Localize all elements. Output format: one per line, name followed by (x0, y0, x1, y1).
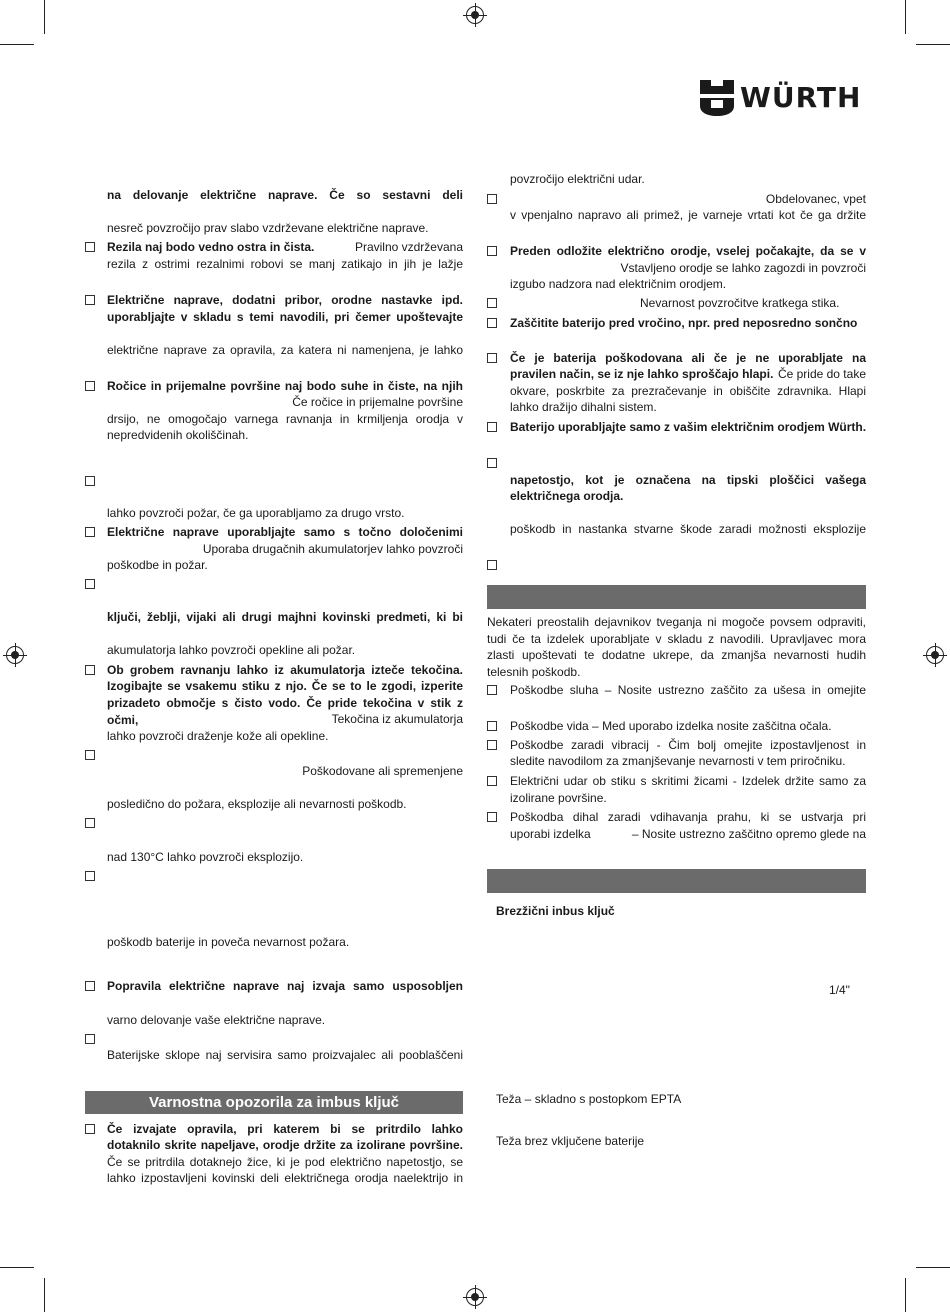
crop-mark (916, 1267, 950, 1268)
text-line-bold: Električne naprave uporabljajte samo s točno določenimi (107, 525, 463, 539)
bullet-box-icon (85, 665, 95, 675)
text-line: Uporaba drugačnih akumulatorjev lahko povzroči (202, 542, 463, 556)
text-line: na delovanje električne naprave. Če so sestavni deli (107, 188, 463, 202)
registration-mark-icon (926, 646, 944, 664)
bullet-box-icon (487, 194, 497, 204)
text-line: Nevarnost povzročitve kratkega stika. (640, 296, 840, 310)
text-line: poškodb baterije in poveča nevarnost požara. (107, 935, 350, 949)
text-line: poškodb in nastanka stvarne škode zaradi možnosti eksplozije (510, 522, 866, 536)
text-line: Teža brez vključene baterije (496, 1134, 645, 1148)
crop-mark (0, 1267, 34, 1268)
text-line: drsijo, ne omogočajo varnega ravnanja in krmiljenja orodja v (107, 412, 463, 426)
text-line-bold: Brezžični inbus ključ (496, 904, 615, 918)
text-line-bold: Ob grobem ravnanju lahko iz akumulatorja izteče tekočina. (107, 663, 463, 677)
crop-mark (0, 44, 34, 45)
crop-mark (44, 0, 45, 34)
crop-mark (905, 0, 906, 34)
text-value: 1/4" (829, 983, 850, 997)
bullet-box-icon (85, 579, 95, 589)
bullet-box-icon (85, 476, 95, 486)
bullet-box-icon (85, 1034, 95, 1044)
wurth-logo-mark-icon (700, 80, 734, 116)
crop-mark (44, 1278, 45, 1312)
bullet-box-icon (487, 721, 497, 731)
section-header: Varnostna opozorila za imbus ključ (85, 1091, 463, 1114)
bullet-box-icon (85, 242, 95, 252)
bullet-box-icon (487, 298, 497, 308)
text-line: izolirane površine. (510, 791, 607, 805)
text-line: Poškodbe vida – Med uporabo izdelka nosite zaščitna očala. (510, 719, 832, 733)
registration-mark-icon (466, 6, 484, 24)
text-line: – Nosite ustrezno zaščitno opremo glede na (631, 827, 866, 841)
text-line-bold: Popravila električne naprave naj izvaja samo usposobljen (107, 979, 463, 993)
text-line: Poškodbe sluha – Nosite ustrezno zaščito za ušesa in omejite (510, 683, 866, 697)
text-line: Teža – skladno s postopkom EPTA (496, 1092, 682, 1106)
text-line: Če pride do take (777, 367, 866, 381)
text-line: Če se pritrdila dotaknejo žice, ki je pod električno napetostjo, se (107, 1155, 463, 1169)
bullet-box-icon (85, 295, 95, 305)
text-line: Če ročice in prijemalne površine (292, 395, 463, 409)
bullet-box-icon (85, 750, 95, 760)
bullet-box-icon (487, 685, 497, 695)
text-line: posledično do požara, eksplozije ali nevarnosti poškodb. (107, 797, 407, 811)
bullet-box-icon (487, 246, 497, 256)
text-line: sledite navodilom za zmanjševanje nevarnosti v tem priročniku. (510, 754, 846, 768)
text-line: električne naprave za opravila, za katera ni namenjena, je lahko (107, 343, 463, 357)
bullet-box-icon (85, 981, 95, 991)
bullet-box-icon (487, 353, 497, 363)
text-line-bold: Izogibajte se vsakemu stiku z njo. Če se to le zgodi, izperite (107, 679, 463, 693)
text-line: akumulatorja lahko povzroči opekline ali požar. (107, 643, 356, 657)
text-line: tudi če ta izdelek uporabljate v skladu z navodili. Upravljavec mora (487, 632, 866, 646)
text-line: lahko izpostavljeni kovinski deli električnega orodja naelektrijo in (107, 1171, 463, 1185)
text-line: Električni udar ob stiku s skritimi žicami - Izdelek držite samo za (510, 774, 866, 788)
text-line: Pravilno vzdrževana (354, 240, 463, 254)
text-line: izgubo nadzora nad električnim orodjem. (510, 277, 727, 291)
crop-mark (905, 1278, 906, 1312)
text-line-bold: dotaknilo skrite napeljave, orodje držite za izolirane površine. (107, 1138, 463, 1152)
text-line-bold: Električne naprave, dodatni pribor, orodne nastavke ipd. (107, 293, 463, 307)
text-line: Baterijske sklope naj servisira samo proizvajalec ali pooblaščeni (107, 1048, 463, 1062)
bullet-box-icon (487, 422, 497, 432)
text-line: povzročijo električni udar. (510, 172, 645, 186)
text-line-bold: pravilen način, se iz nje lahko sproščajo hlapi. (510, 367, 774, 381)
bullet-box-icon (85, 527, 95, 537)
bullet-box-icon (487, 458, 497, 468)
bullet-box-icon (487, 318, 497, 328)
bullet-box-icon (85, 1124, 95, 1134)
text-line: Tekočina iz akumulatorja (331, 712, 463, 726)
text-line: Poškodba dihal zaradi vdihavanja prahu, ki se ustvarja pri (510, 810, 866, 824)
bullet-box-icon (487, 812, 497, 822)
text-line-bold: Preden odložite električno orodje, vselej počakajte, da se v (510, 244, 866, 258)
brand-wordmark: WÜRTH (740, 81, 862, 114)
section-header-bar (487, 869, 866, 893)
bullet-box-icon (487, 740, 497, 750)
text-line: Obdelovanec, vpet (765, 192, 866, 206)
text-line: poškodbe in požar. (107, 558, 208, 572)
text-line-bold: električnega orodja. (510, 489, 624, 503)
bullet-box-icon (85, 381, 95, 391)
text-line-bold: Baterijo uporabljajte samo z vašim električnim orodjem Würth. (510, 420, 867, 434)
text-line: lahko dražijo dihalni sistem. (510, 400, 657, 414)
text-line-bold: Rezila naj bodo vedno ostra in čista. (107, 240, 315, 254)
text-line: nesreč povzročijo prav slabo vzdrževane električne naprave. (107, 221, 429, 235)
text-line-bold: napetostjo, kot je označena na tipski ploščici vašega (510, 473, 866, 487)
text-line: nad 130°C lahko povzroči eksplozijo. (107, 850, 304, 864)
text-line: Vstavljeno orodje se lahko zagozdi in povzroči (620, 261, 866, 275)
text-line-bold: prizadeto območje s čisto vodo. Če pride tekočina v stik z očmi, (107, 696, 463, 727)
bullet-box-icon (85, 818, 95, 828)
text-line: Poškodovane ali spremenjene (302, 764, 463, 778)
text-line: lahko povzroči požar, če ga uporabljamo za drugo vrsto. (107, 506, 405, 520)
text-line-bold: Če je baterija poškodovana ali če je ne uporabljate na (510, 351, 866, 365)
text-line-bold: uporabljajte v skladu s temi navodili, pri čemer upoštevajte (107, 310, 463, 324)
crop-mark (916, 44, 950, 45)
text-line: Poškodbe zaradi vibracij - Čim bolj omejite izpostavljenost in (510, 738, 866, 752)
text-line: zlasti upoštevati te dodatne ukrepe, da zmanjša nevarnosti hudih (487, 648, 866, 662)
text-line: lahko povzroči draženje kože ali opekline. (107, 729, 329, 743)
text-line: rezila z ostrimi rezalnimi robovi se manj zatikajo in jih je lažje (107, 257, 463, 271)
text-line: telesnih poškodb. (487, 665, 581, 679)
text-line: Nekateri preostalih dejavnikov tveganja ni mogoče povsem odpraviti, (487, 615, 866, 629)
section-header-bar (487, 585, 866, 609)
text-line: v vpenjalno napravo ali primež, je varneje vrtati kot če ga držite (510, 208, 866, 222)
bullet-box-icon (487, 776, 497, 786)
wurth-logo (700, 80, 866, 116)
text-line: nepredvidenih okoliščinah. (107, 428, 249, 442)
bullet-box-icon (85, 871, 95, 881)
bullet-box-icon (487, 560, 497, 570)
registration-mark-icon (466, 1288, 484, 1306)
text-line-bold: Ročice in prijemalne površine naj bodo suhe in čiste, na njih (107, 379, 463, 393)
text-line-bold: Če izvajate opravila, pri katerem bi se pritrdilo lahko (107, 1122, 463, 1136)
text-line-bold: Zaščitite baterijo pred vročino, npr. pred neposredno sončno (510, 316, 858, 330)
text-line: okvare, poskrbite za prezračevanje in obiščite zdravnika. Hlapi (510, 384, 866, 398)
registration-mark-icon (6, 646, 24, 664)
text-line: uporabi izdelka (510, 827, 591, 841)
text-line-bold: ključi, žeblji, vijaki ali drugi majhni kovinski predmeti, ki bi (107, 610, 463, 624)
text-line: varno delovanje vaše električne naprave. (107, 1013, 326, 1027)
